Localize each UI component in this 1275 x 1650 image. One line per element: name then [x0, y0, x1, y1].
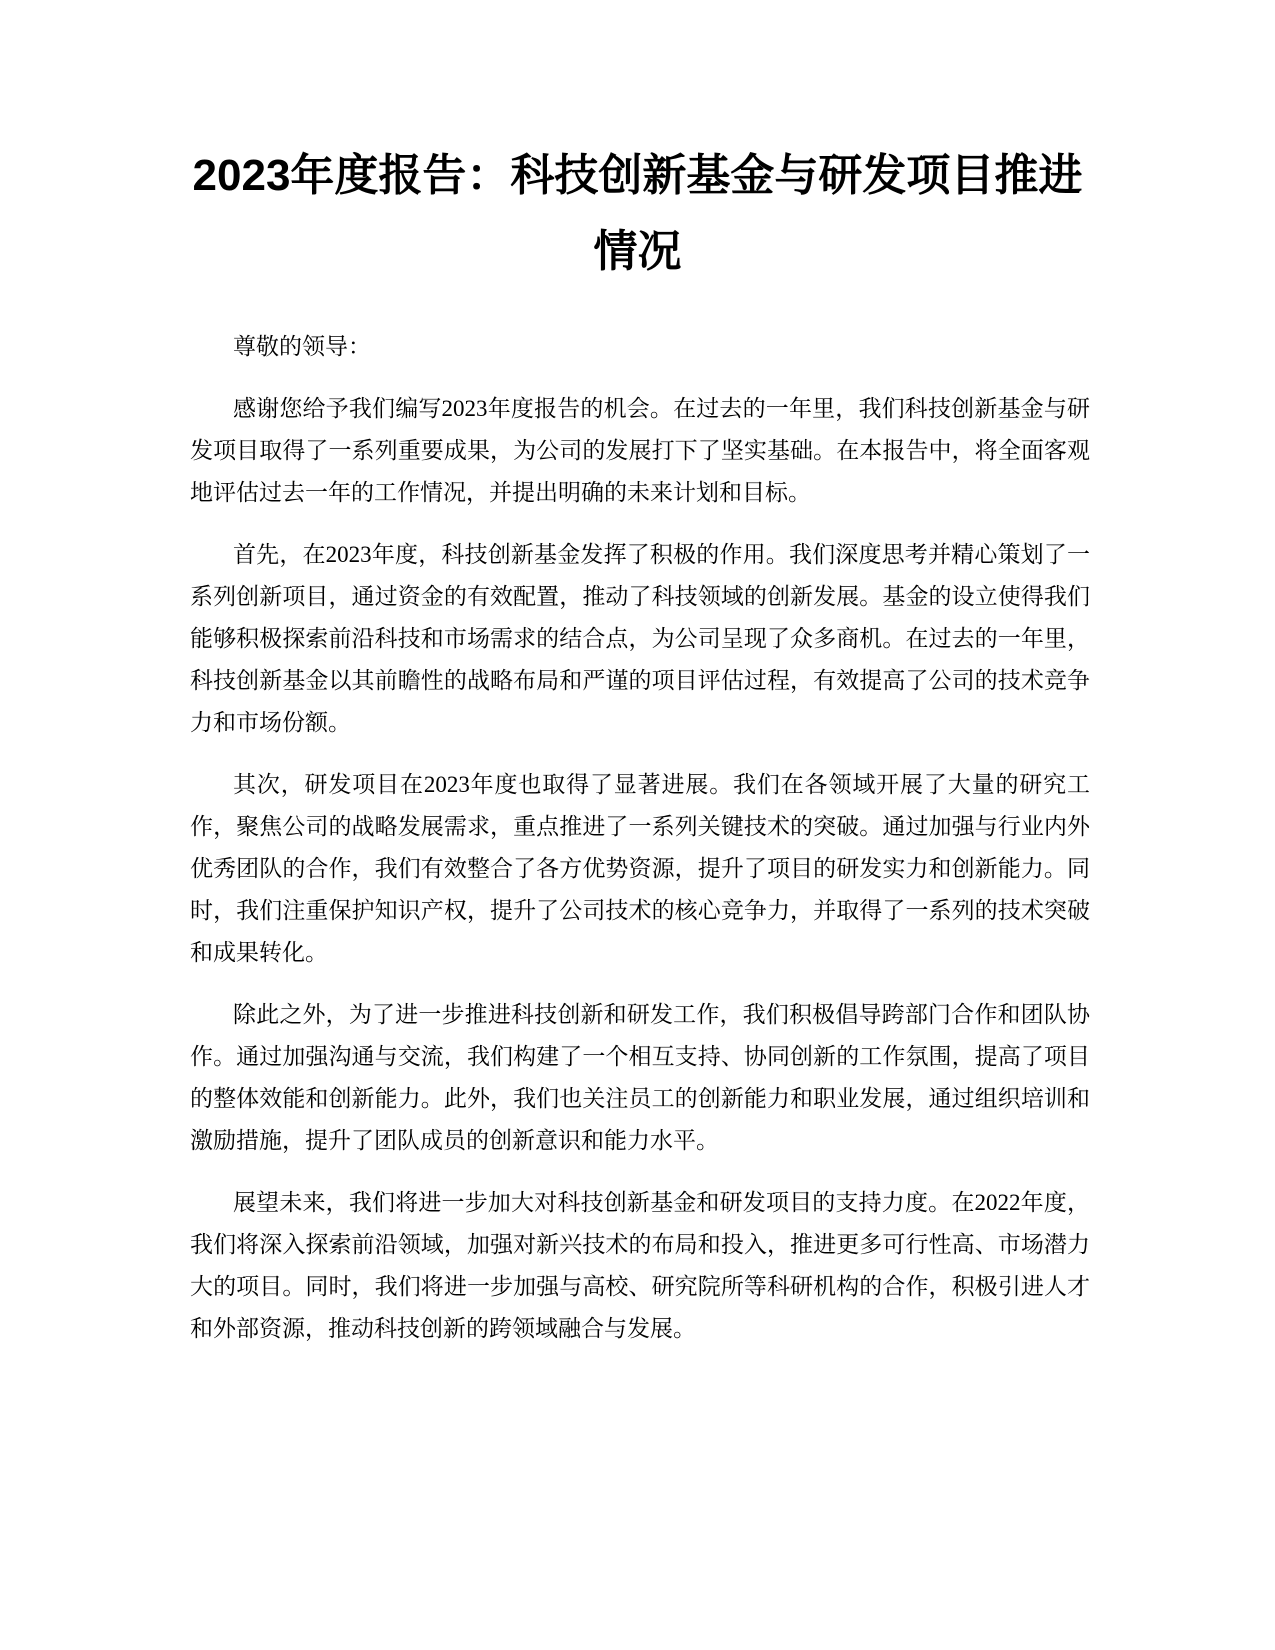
- document-title: 2023年度报告：科技创新基金与研发项目推进情况: [192, 151, 1083, 276]
- salutation: 尊敬的领导：: [233, 334, 371, 359]
- paragraph-rd-projects: 其次，研发项目在2023年度也取得了显著进展。我们在各领域开展了大量的研究工作，聚焦公司的战略发展需求，重点推进了一系列关键技术的突破。通过加强与行业内外优秀团队的合作，我们有效整合了各方优势资源，提升了项目的研发实力和创新能力。同时，我们注重保护知识产权，提升了公司技术的核心竞争力，并取得了一系列的技术突破和成果转化。: [190, 772, 1090, 965]
- paragraph-innovation-fund: 首先，在2023年度，科技创新基金发挥了积极的作用。我们深度思考并精心策划了一系列创新项目，通过资金的有效配置，推动了科技领域的创新发展。基金的设立使得我们能够积极探索前沿科技和市场需求的结合点，为公司呈现了众多商机。在过去的一年里，科技创新基金以其前瞻性的战略布局和严谨的项目评估过程，有效提高了公司的技术竞争力和市场份额。: [190, 542, 1090, 735]
- paragraph-collaboration: 除此之外，为了进一步推进科技创新和研发工作，我们积极倡导跨部门合作和团队协作。通过加强沟通与交流，我们构建了一个相互支持、协同创新的工作氛围，提高了项目的整体效能和创新能力。此外，我们也关注员工的创新能力和职业发展，通过组织培训和激励措施，提升了团队成员的创新意识和能力水平。: [190, 1002, 1090, 1153]
- paragraph-outlook: 展望未来，我们将进一步加大对科技创新基金和研发项目的支持力度。在2022年度，我们将深入探索前沿领域，加强对新兴技术的布局和投入，推进更多可行性高、市场潜力大的项目。同时，我们将进一步加强与高校、研究院所等科研机构的合作，积极引进人才和外部资源，推动科技创新的跨领域融合与发展。: [190, 1190, 1090, 1341]
- paragraph-thanks: 感谢您给予我们编写2023年度报告的机会。在过去的一年里，我们科技创新基金与研发项目取得了一系列重要成果，为公司的发展打下了坚实基础。在本报告中，将全面客观地评估过去一年的工作情况，并提出明确的未来计划和目标。: [190, 396, 1090, 505]
- document-body: [190, 326, 1090, 1370]
